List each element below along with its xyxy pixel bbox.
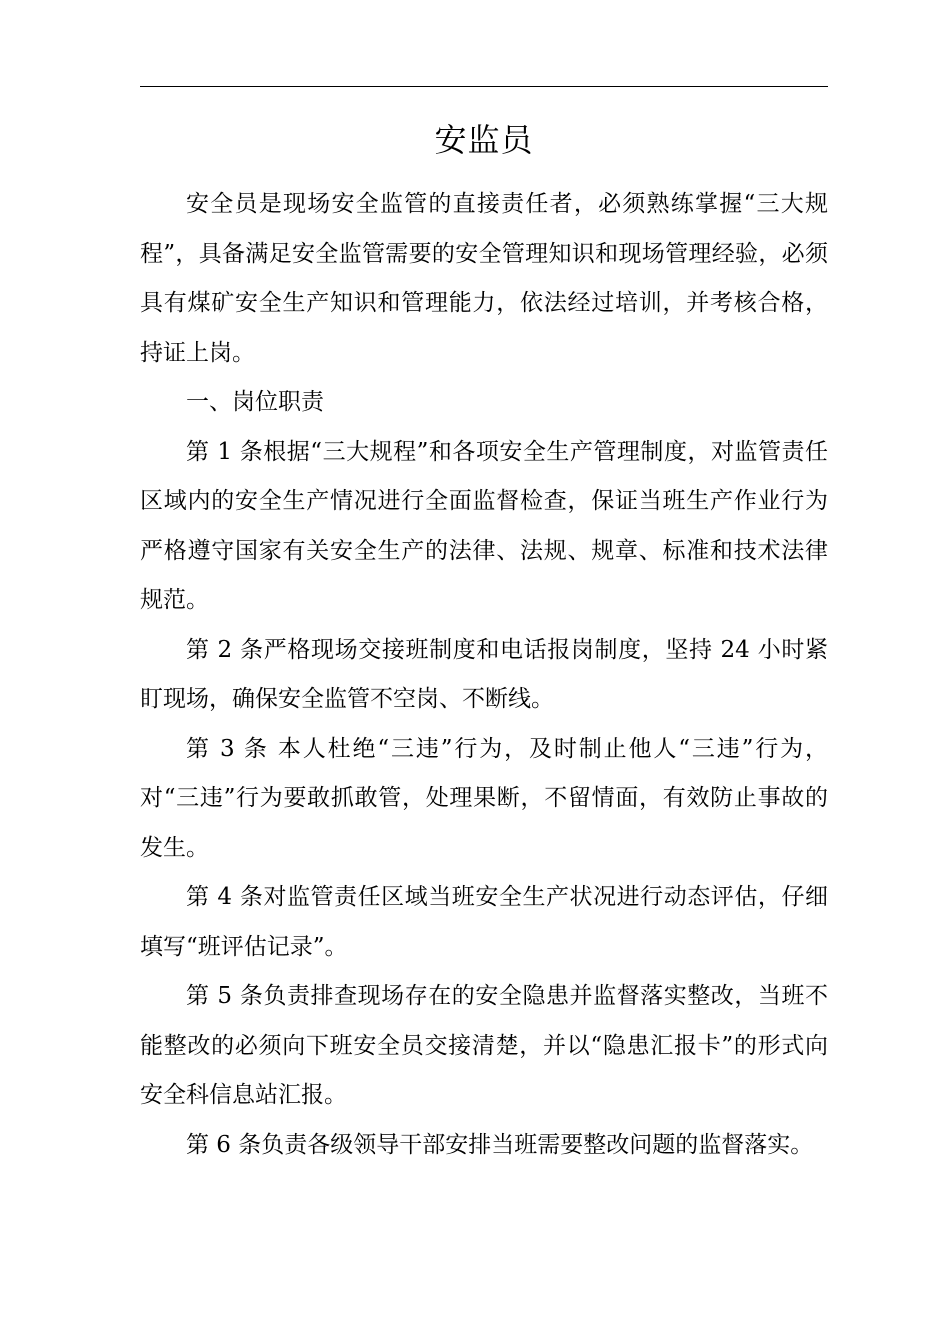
article-2: 第 2 条严格现场交接班制度和电话报岗制度，坚持 24 小时紧盯现场，确保安全监管不空岗、不断线。: [140, 636, 828, 712]
section-heading-duties: 一、岗位职责: [186, 389, 324, 415]
header-rule: [140, 86, 828, 87]
intro-paragraph: 安全员是现场安全监管的直接责任者，必须熟练掌握“三大规程”，具备满足安全监管需要的安全管理知识和现场管理经验，必须具有煤矿安全生产知识和管理能力，依法经过培训，并考核合格，持证上岗。: [140, 191, 828, 366]
page-title: 安监员: [434, 121, 534, 159]
article-6: 第 6 条负责各级领导干部安排当班需要整改问题的监督落实。: [186, 1131, 814, 1158]
article-5: 第 5 条负责排查现场存在的安全隐患并监督落实整改，当班不能整改的必须向下班安全员交接清楚，并以“隐患汇报卡”的形式向安全科信息站汇报。: [140, 983, 828, 1108]
article-1: 第 1 条根据“三大规程”和各项安全生产管理制度，对监管责任区域内的安全生产情况进行全面监督检查，保证当班生产作业行为严格遵守国家有关安全生产的法律、法规、规章、标准和技术法律规范。: [140, 438, 828, 613]
document-body: [140, 180, 828, 1170]
article-3: 第 3 条 本人杜绝“三违”行为，及时制止他人“三违”行为，对“三违”行为要敢抓敢管，处理果断，不留情面，有效防止事故的发生。: [140, 735, 828, 861]
article-4: 第 4 条对监管责任区域当班安全生产状况进行动态评估，仔细填写“班评估记录”。: [140, 884, 828, 960]
